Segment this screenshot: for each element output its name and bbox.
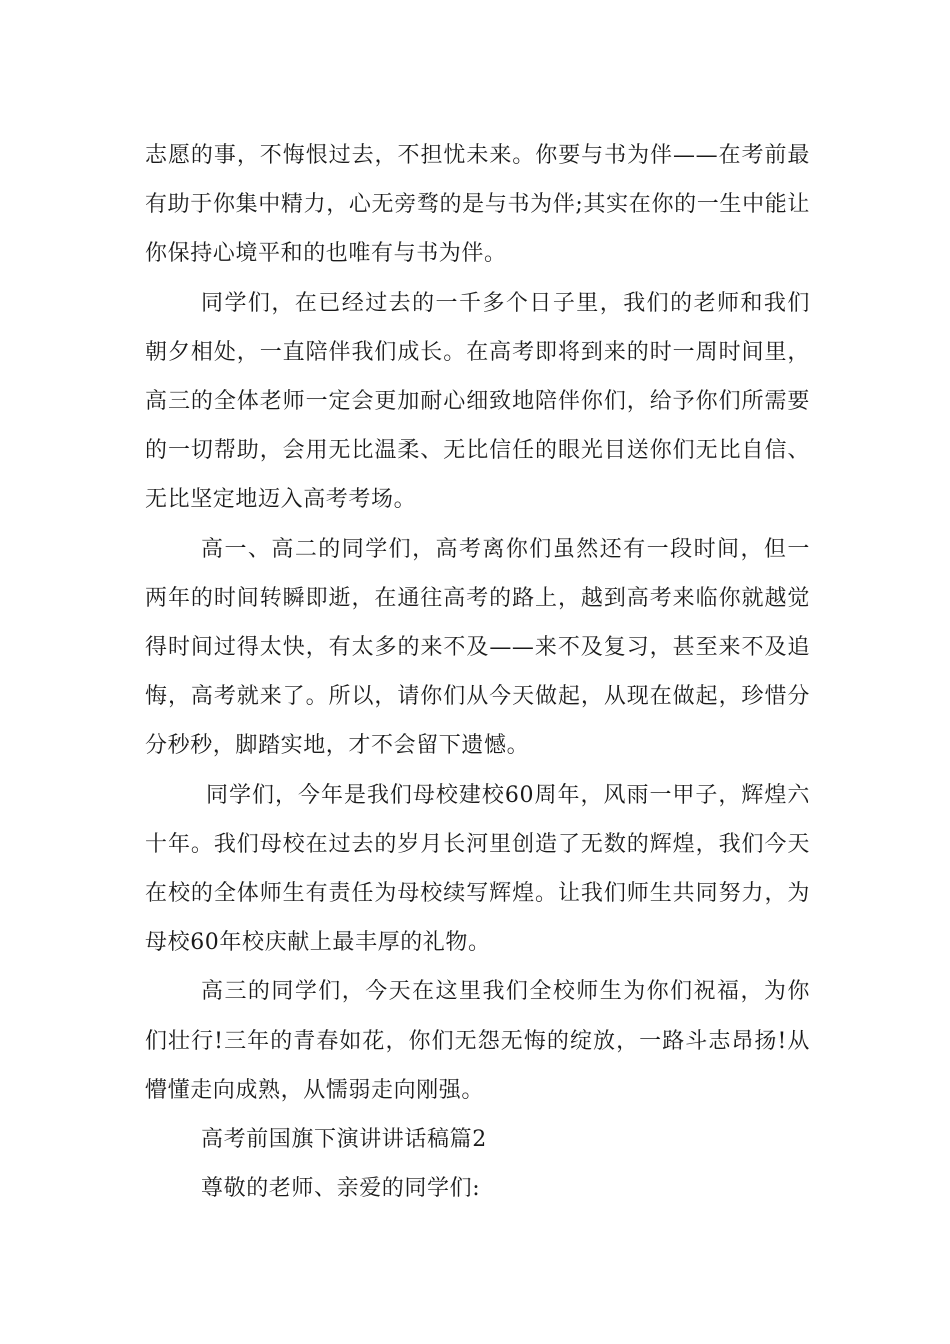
paragraph-anniversary: 同学们，今年是我们母校建校60周年，风雨一甲子，辉煌六十年。我们母校在过去的岁月长河里创造了无数的辉煌，我们今天在校的全体师生有责任为母校续写辉煌。让我们师生共同努力，为母校60年校庆献上最丰厚的礼物。	[145, 782, 810, 956]
paragraph-grade-three: 高三的同学们，今天在这里我们全校师生为你们祝福，为你们壮行!三年的青春如花，你们无怨无悔的绽放，一路斗志昂扬!从懵懂走向成熟，从懦弱走向刚强。	[145, 979, 810, 1103]
paragraph-grade-one-two: 高一、高二的同学们，高考离你们虽然还有一段时间，但一两年的时间转瞬即逝，在通往高考的路上，越到高考来临你就越觉得时间过得太快，有太多的来不及——来不及复习，甚至来不及追悔，高考就来了。所以，请你们从今天做起，从现在做起，珍惜分分秒秒，脚踏实地，才不会留下遗憾。	[145, 536, 810, 759]
section-heading: 高考前国旗下演讲讲话稿篇2	[201, 1127, 487, 1153]
document-body	[145, 131, 810, 1213]
paragraph-continuation: 志愿的事，不悔恨过去，不担忧未来。你要与书为伴——在考前最有助于你集中精力，心无旁骛的是与书为伴;其实在你的一生中能让你保持心境平和的也唯有与书为伴。	[145, 143, 810, 267]
salutation: 尊敬的老师、亲爱的同学们:	[201, 1176, 481, 1202]
paragraph-teachers: 同学们，在已经过去的一千多个日子里，我们的老师和我们朝夕相处，一直陪伴我们成长。在高考即将到来的时一周时间里，高三的全体老师一定会更加耐心细致地陪伴你们，给予你们所需要的一切帮助，会用无比温柔、无比信任的眼光目送你们无比自信、无比坚定地迈入高考考场。	[145, 290, 810, 513]
